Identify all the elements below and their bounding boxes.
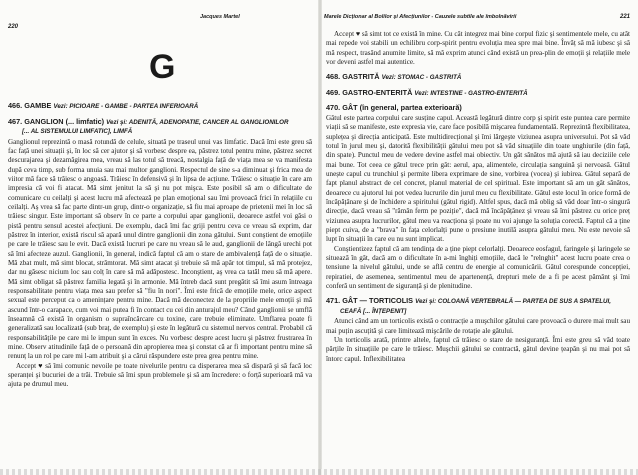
entry-468: 468. GASTRITĂ Vezi: STOMAC - GASTRITĂ [326, 72, 462, 82]
right-intro-paragraph: Accept ♥ să simt tot ce există în mine. Cu cât integrez mai bine corpul fizic şi sentimentele mele, cu atât mai repede voi stabili un echilibru corp-spirit pentru evoluția mea spre mai bine. Învăț să mă iubesc şi să mă respect, trasând anumite limite, să mă exprim atunci când există un prea-plin de emoții şi relațiile mele vor deveni astfel mai autentice. [326, 30, 630, 67]
entry-466: 466. GAMBE Vezi: PICIOARE - GAMBE - PARTEA INFERIOARĂ [8, 101, 199, 110]
entry-467: 467. GANGLION (... limfatic) Vezi şi: ADENITĂ, ADENOPATIE, CANCER AL GANGLIONILOR [... AL SISTEMULUI LIMFATIC], LIMFĂ [8, 116, 289, 135]
left-column [8, 96, 312, 390]
right-column [326, 30, 630, 364]
entry-470: 470. GÂT (în general, partea exterioară) [326, 103, 462, 113]
entry-470-paragraph-1: Gâtul este partea corpului care susține capul. Această legătură dintre corp şi spirit este puntea care permite viații să se manifeste, este expresia vie, care face posibilă mişcarea fundamentală. Reprezintă flexibilitatea, suplețea şi direcția anticipată. Este multidirecțional şi îmi lărgeşte viziunea asupra universului. Pot să văd totul în jurul meu şi, datorită flexibilității gâtului meu pot să văd situațiile din toate unghiurile (din față, din spate). Punctul meu de vedere devine astfel mai obiectiv. Un gât sănătos mă ajută să iau deciziile cele mai bune. Tot ceea ce gâtul trece prin gât: aerul, apa, alimentele, circulația sanguină şi nervoasă. Gâtul unește capul cu trunchiul şi permite libera exprimare de sine, vorbirea (vocea) şi iubirea. Gâtul separă de fapt planul abstract de cel concret, planul material de cel spiritual. Este important să am un gât sănătos, deoarece cu ajutorul lui pot vedea lucrurile din jurul meu cu flexibilitate. Gâtul este locul în orice formă de încăpățânare şi de închidere a spiritului (gâtul rigid). Altfel spus, dacă mă oblig să văd doar într-o singură direcție, dacă vreau să "rămân ferm pe poziție", dacă mă încăpățânez şi vreau să îmi păstrez cu orice preț viziunea asupra lucrurilor, gâtul meu va reacționa şi poate nu voi ajunge la soluția corectă. Faptul că a ține piept cuiva, de a "brava" în fața celorlalți pune o presiune inutilă asupra gâtului meu. Nu este nevoie să lupt în situații în care eu nu sunt implicat. [326, 113, 630, 244]
left-running-head: Jacques Martel [200, 14, 240, 20]
right-page-number: 221 [619, 14, 630, 20]
entry-471-paragraph-1: Atunci când am un torticolis există o contracție a muşchilor gâtului care provoacă o durere mai mult sau mai puțin ascuțită şi care limitează mişcările de rotație ale gâtului. [326, 317, 630, 335]
entry-469: 469. GASTRO-ENTERITĂ Vezi: INTESTINE - GASTRO-ENTERITĂ [326, 87, 528, 97]
section-letter: G [149, 48, 176, 86]
entry-467-paragraph-2: Accept ♥ să îmi comunic nevoile pe toate nivelurile pentru ca disperarea mea să dispară şi să facă loc speranței şi bucuriei de a trăi. Trebuie să îmi spun problemele şi să am încredere: o forță superioară mă va ajuta pe drumul meu. [8, 361, 312, 389]
page-bottom-edge [0, 469, 638, 475]
right-page [322, 0, 638, 475]
left-page [0, 0, 318, 475]
entry-471-paragraph-2: Un torticolis arată, printre altele, faptul că trăiesc o stare de nesiguranță. Îmi este greu să văd toate părțile în situațiile pe care le trăiesc. Muşchii gâtului se contractă, gâtul devine țeapăn şi nu mai pot să întorc capul. Inflexibilitatea [326, 336, 630, 363]
entry-467-paragraph-1: Ganglionul reprezintă o masă rotundă de celule, situată pe traseul unui vas limfatic. Dacă îmi este greu să fac față unei situații şi, în loc să cer ajutor şi să vorbesc despre ea, păstrez totul pentru mine, păstrez secret descurajarea şi dezamăgirea mea, vreau să las totul să treacă, nostalgia față de viața mea se va manifesta după ceva timp, sub forma unuia sau mai multor ganglioni. Respectul de sine s-a diminuat şi frica mea de viitor mă face să trăiesc o angoasă. Trăiesc în defensivă şi în lipsa de acțiune. Trăiesc o situație în care am impresia că voi fi atacat. Mă simt jenitut la să şi nu pot mişca. Este posibil să am o dificultate de comunicare cu ceilalți şi acest lucru mă afectează pe plan emoțional sau îmi provoacă frici în relațiile cu ceilalți. Aş vrea să fac parte dintr-un grup, dintr-o organizație, să fiu mai aproape de prietenii mei în loc să trăiesc singur. Este important să observ în ce parte a corpului apar ganglionii, deoarece astfel voi găsi o pistă pentru sensul acestei afecțiuni. De exemplu, dacă îmi fac griji pentru ceva ce vreau să exprim, dar păstrez în interior, există riscul să apară unul dintre ganglionii din zona gâtului. Sunt conştient de emoțiile pe care le trăiesc sau le evit. Dacă există lucruri pe care nu vreau să le aud, ganglionii de lângă urechi pot să îmi afecteze auzul. Ganglionii, în general, indică faptul că am o stare de ambivalență față de o situație. Mă zbat mult, mă simt blocat, strâmtorat. Mă simt atacat şi trebuie să mă apăr tot timpul, să mă protejez, dar nu găsesc nicium loc sau colț în care să mă adăpostesc. Inconştient, aş vrea ca tatăl meu să mă apere. Mă simt obligat să păstrez familia legată şi în armonie. Mă întreb dacă sunt pregătit să îmi asum întreaga responsabilitate pentru viața mea sau prefer să "fiu în nori". Îmi este frică de emoțiile mele, orice aspect sexual este perceput ca o amenințare pentru mine. Dacă mă deconectez de la propriile mele emoții şi mă ascund într-o carapace, cum voi mai putea fi în contact cu cei din anturajul meu? Când ganglionii se umflă înseamnă că există în organism o supraîncărcare cu toxine, care trebuie eliminate. Umflarea poate fi generalizată sau localizată (sub braț, de exemplu) şi este în legătură cu sistemul nervos central. Probabil că responsabilitățile pe care mi le impun sunt în exces. Nu vorbesc despre acest lucru şi păstrez frustrarea în mine. Observ atitudinile față de o persoană din apropierea mea şi constat că ar fi important pentru mine să renunț la un rol pe care mi l-am atribuit şi a cărui răspundere este prea grea pentru mine. [8, 137, 312, 361]
right-running-head: Marele Dicționar al Bolilor şi Afecțiunilor - Cauzele subtile ale îmbolnăvirii [324, 14, 517, 20]
entry-470-paragraph-2: Conştientizez faptul că am tendința de a ține piept celorlalți. Deoarece eosfagul, faringele şi laringele se situează în gât, dacă am o dificultate în a-mi înghiți emoțiile, dacă le "relnghit" acest lucru poate crea o tensiune la nivelul gâtului, unde se află centru de energie al comunicării. Gâtul corespunde concepției, repiratiei, de asemenea, sentimentul meu de apartenență, drepturi mele de a fi pe acest pământ şi îmi conferă un sentiment de siguranță şi de plenitudine. [326, 244, 630, 291]
left-page-number: 220 [8, 24, 19, 30]
entry-471: 471. GÂT — TORTICOLIS Vezi şi: COLOANĂ VERTEBRALĂ — PARTEA DE SUS A SPATELUI, CEAFĂ [... ÎNȚEPENIT] [326, 296, 611, 315]
